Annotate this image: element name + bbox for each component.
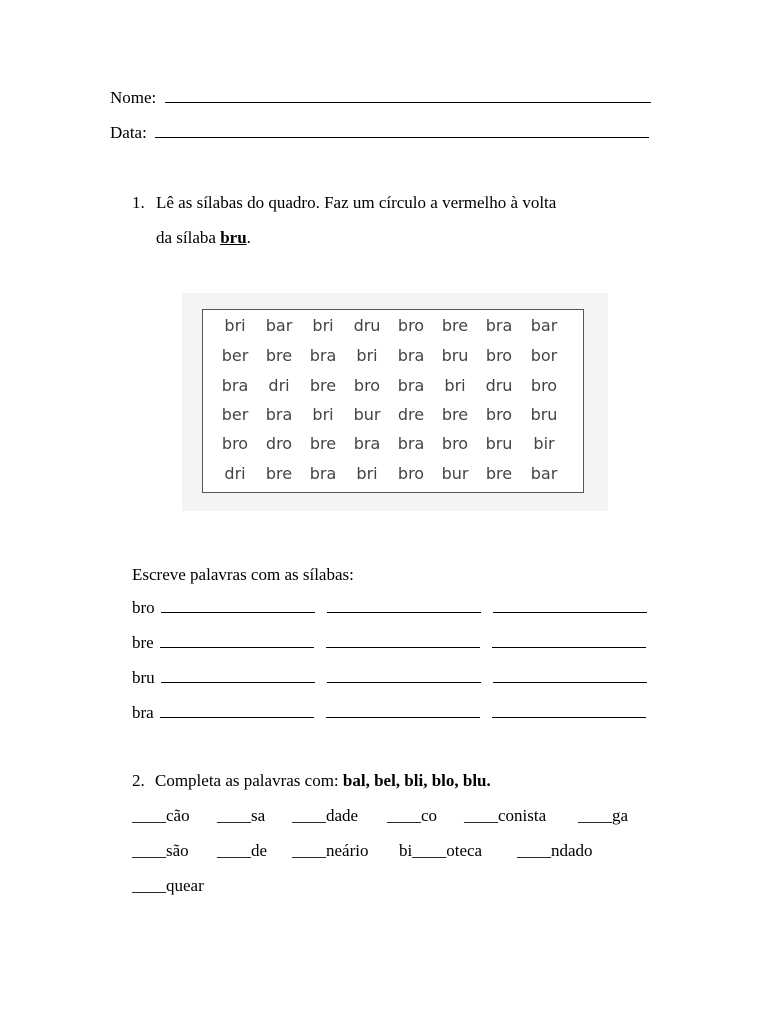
word-blank[interactable] — [161, 598, 315, 613]
write-words-row — [132, 598, 647, 618]
syllable-cell[interactable]: bor — [530, 346, 558, 365]
syllable-cell[interactable]: bra — [485, 316, 513, 335]
exercise1-number: 1. — [132, 193, 145, 212]
fill-in-word[interactable]: ____cão — [132, 806, 190, 825]
syllable-cell[interactable]: bro — [485, 405, 513, 424]
fill-in-word[interactable]: ____ga — [578, 806, 629, 825]
syllable-cell[interactable]: bre — [309, 376, 337, 395]
syllable-cell[interactable]: bri — [312, 316, 334, 335]
fill-in-word[interactable]: ____são — [132, 841, 189, 860]
syllable-cell[interactable]: bre — [441, 316, 469, 335]
syllable-cell[interactable]: bra — [353, 434, 381, 453]
exercise2-syllables: bal, bel, bli, blo, blu. — [342, 771, 491, 790]
syllable-cell[interactable]: bru — [530, 405, 558, 424]
date-field[interactable] — [155, 123, 649, 138]
syllable-cell[interactable]: bre — [309, 434, 337, 453]
fill-in-word[interactable]: ____dade — [292, 806, 359, 825]
syllable-cell[interactable]: bro — [485, 346, 513, 365]
syllable-cell[interactable]: bri — [224, 316, 246, 335]
syllable-cell[interactable]: bro — [221, 434, 249, 453]
syllable-cell[interactable]: bra — [265, 405, 293, 424]
exercise1-line1: Lê as sílabas do quadro. Faz um círculo a vermelho à volta — [156, 193, 557, 212]
fill-in-word[interactable]: bi____oteca — [399, 841, 483, 860]
syllable-cell[interactable]: bre — [441, 405, 469, 424]
syllable-cell[interactable]: bri — [312, 405, 334, 424]
syllable-cell[interactable]: ber — [221, 346, 249, 365]
syllable-cell[interactable]: dre — [397, 405, 425, 424]
exercise1-line2-suffix: . — [246, 228, 251, 247]
word-blank[interactable] — [161, 668, 315, 683]
syllable-cell[interactable]: bre — [485, 464, 513, 483]
exercise2-instruction: Completa as palavras com: — [155, 771, 343, 790]
syllable-cell[interactable]: bru — [441, 346, 469, 365]
fill-in-word[interactable]: ____neário — [292, 841, 369, 860]
syllable-cell[interactable]: bro — [397, 464, 425, 483]
syllable-cell[interactable]: bar — [530, 464, 558, 483]
syllable-label: bra — [132, 703, 154, 722]
syllable-cell[interactable]: ber — [221, 405, 249, 424]
syllable-cell[interactable]: bra — [397, 434, 425, 453]
syllable-cell[interactable]: bre — [265, 464, 293, 483]
fill-in-word[interactable]: ____quear — [132, 876, 204, 895]
syllable-cell[interactable]: bra — [221, 376, 249, 395]
fill-in-word[interactable]: ____de — [217, 841, 268, 860]
word-blank[interactable] — [326, 703, 480, 718]
write-words-row — [132, 668, 647, 688]
syllable-cell[interactable]: bra — [309, 464, 337, 483]
word-blank[interactable] — [327, 598, 481, 613]
syllable-grid-box — [202, 309, 584, 493]
syllable-cell[interactable]: dri — [224, 464, 246, 483]
exercise1-line2-prefix: da sílaba — [156, 228, 221, 247]
syllable-label: bre — [132, 633, 154, 652]
fill-in-word[interactable]: ____conista — [464, 806, 547, 825]
syllable-cell[interactable]: bru — [485, 434, 513, 453]
syllable-label: bru — [132, 668, 155, 687]
write-words-row — [132, 703, 646, 723]
syllable-cell[interactable]: bri — [356, 346, 378, 365]
syllable-cell[interactable]: bri — [356, 464, 378, 483]
name-label: Nome: — [110, 88, 157, 107]
name-row — [110, 88, 651, 108]
syllable-cell[interactable]: bri — [444, 376, 466, 395]
word-blank[interactable] — [326, 633, 480, 648]
date-label: Data: — [110, 123, 147, 142]
syllable-cell[interactable]: bro — [530, 376, 558, 395]
syllable-cell[interactable]: bro — [441, 434, 469, 453]
syllable-cell[interactable]: bra — [397, 346, 425, 365]
syllable-cell[interactable]: bro — [353, 376, 381, 395]
syllable-label: bro — [132, 598, 155, 617]
date-row — [110, 123, 649, 143]
word-blank[interactable] — [493, 668, 647, 683]
syllable-cell[interactable]: bre — [265, 346, 293, 365]
syllable-cell[interactable]: dru — [485, 376, 513, 395]
fill-in-word[interactable]: ____ndado — [517, 841, 593, 860]
word-blank[interactable] — [160, 703, 314, 718]
fill-in-word[interactable]: ____co — [387, 806, 438, 825]
syllable-cell[interactable]: bir — [533, 434, 555, 453]
word-blank[interactable] — [492, 633, 646, 648]
syllable-cell[interactable]: bur — [441, 464, 469, 483]
word-blank[interactable] — [160, 633, 314, 648]
word-blank[interactable] — [493, 598, 647, 613]
syllable-cell[interactable]: dro — [265, 434, 293, 453]
syllable-cell[interactable]: bar — [265, 316, 293, 335]
fill-in-word[interactable]: ____sa — [217, 806, 266, 825]
word-blank[interactable] — [327, 668, 481, 683]
syllable-cell[interactable]: dru — [353, 316, 381, 335]
exercise2-number: 2. — [132, 771, 145, 790]
exercise1-line2 — [156, 228, 251, 248]
syllable-cell[interactable]: bro — [397, 316, 425, 335]
syllable-cell[interactable]: bar — [530, 316, 558, 335]
word-blank[interactable] — [492, 703, 646, 718]
target-syllable: bru — [220, 228, 247, 247]
syllable-cell[interactable]: bur — [353, 405, 381, 424]
syllable-cell[interactable]: bra — [309, 346, 337, 365]
syllable-cell[interactable]: dri — [268, 376, 290, 395]
name-field[interactable] — [165, 88, 651, 103]
exercise2-heading — [132, 771, 491, 791]
write-words-title: Escreve palavras com as sílabas: — [132, 565, 354, 584]
syllable-cell[interactable]: bra — [397, 376, 425, 395]
write-words-row — [132, 633, 646, 653]
